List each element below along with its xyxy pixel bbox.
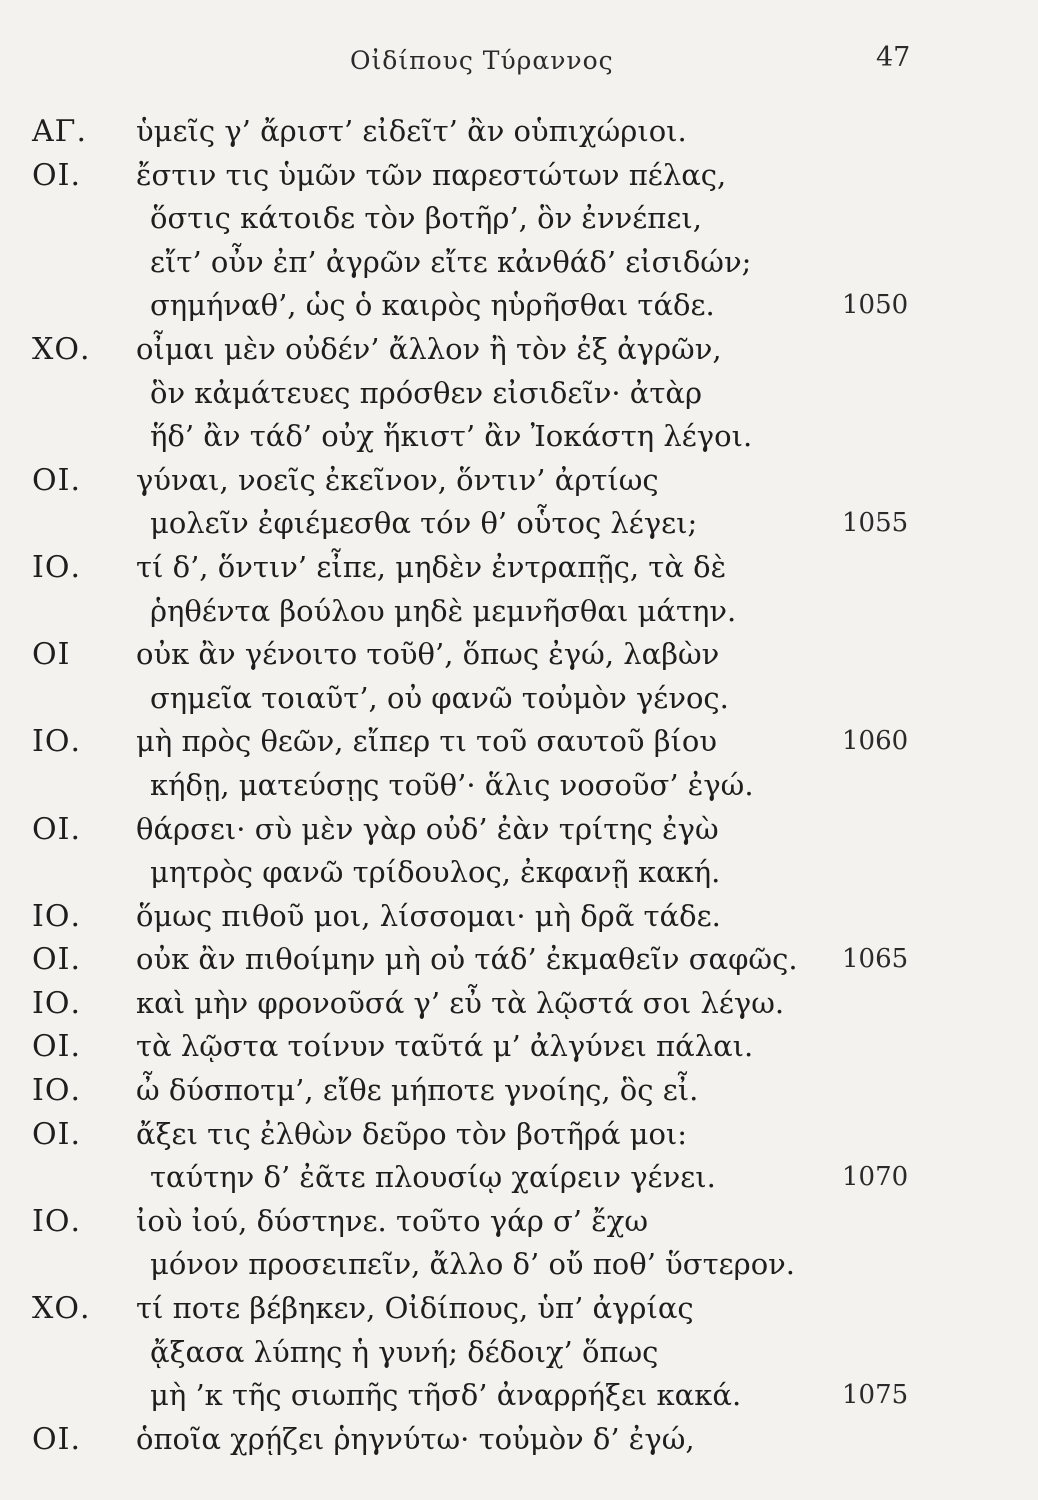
verse-line <box>0 938 1038 982</box>
speaker-label: ΙΟ. <box>32 898 81 934</box>
verse-line <box>0 1374 1038 1418</box>
running-header <box>0 42 1038 82</box>
verse-line <box>0 502 1038 546</box>
verse-line <box>0 851 1038 895</box>
verse-line <box>0 1331 1038 1375</box>
verse-line <box>0 1113 1038 1157</box>
verse-line <box>0 284 1038 328</box>
verse-text: θάρσει· σὺ μὲν γὰρ οὐδ’ ἐὰν τρίτης ἐγὼ <box>136 811 719 846</box>
speaker-label: ΙΟ. <box>32 1203 81 1239</box>
verse-text: ἄξει τις ἐλθὼν δεῦρο τὸν βοτῆρά μοι: <box>136 1116 688 1151</box>
verse-line <box>0 328 1038 372</box>
verse-text: ἰοὺ ἰού, δύστηνε. τοῦτο γάρ σ’ ἔχω <box>136 1203 649 1238</box>
verse-text: μητρὸς φανῶ τρίδουλος, ἐκφανῇ κακή. <box>150 855 721 890</box>
verse-text: ὁποῖα χρῄζει ῥηγνύτω· τοὐμὸν δ’ ἐγώ, <box>136 1421 695 1456</box>
verse-text: οἶμαι μὲν οὐδέν’ ἄλλον ἢ τὸν ἐξ ἀγρῶν, <box>136 331 722 366</box>
verse-line <box>0 1200 1038 1244</box>
verse-text: ᾄξασα λύπης ἡ γυνή; δέδοιχ’ ὅπως <box>150 1334 659 1369</box>
speaker-label: ΧΟ. <box>32 331 91 367</box>
verse-line <box>0 1069 1038 1113</box>
verse-text: μόνον προσειπεῖν, ἄλλο δ’ οὔ ποθ’ ὕστερον. <box>150 1247 796 1282</box>
verse-text: τί δ’, ὅντιν’ εἶπε, μηδὲν ἐντραπῇς, τὰ δὲ <box>136 549 727 584</box>
verse-text: γύναι, νοεῖς ἐκεῖνον, ὅντιν’ ἀρτίως <box>136 462 659 497</box>
speaker-label: ΟΙ. <box>32 1029 81 1065</box>
verse-text: σημεῖα τοιαῦτ’, οὐ φανῶ τοὐμὸν γένος. <box>150 680 729 715</box>
verse-line <box>0 546 1038 590</box>
speaker-label: ΟΙ. <box>32 1421 81 1457</box>
verse-line <box>0 982 1038 1026</box>
verse-text: μὴ ’κ τῆς σιωπῆς τῆσδ’ ἀναρρήξει κακά. <box>150 1378 742 1413</box>
line-number: 1055 <box>842 508 909 539</box>
verse-text: κήδῃ, ματεύσῃς τοῦθ’· ἅλις νοσοῦσ’ ἐγώ. <box>150 767 754 802</box>
speaker-label: ΙΟ. <box>32 549 81 585</box>
speaker-label: ΙΟ. <box>32 985 81 1021</box>
verse-line <box>0 197 1038 241</box>
verse-line <box>0 633 1038 677</box>
verse-line <box>0 590 1038 634</box>
speaker-label: ΑΓ. <box>32 114 88 149</box>
verse-line <box>0 1287 1038 1331</box>
speaker-label: ΧΟ. <box>32 1291 91 1327</box>
verse-line <box>0 154 1038 198</box>
verse-text: τὰ λῷστα τοίνυν ταῦτά μ’ ἀλγύνει πάλαι. <box>136 1029 754 1064</box>
verse-line <box>0 1025 1038 1069</box>
verse-line <box>0 1418 1038 1462</box>
verse-text: ὑμεῖς γ’ ἄριστ’ εἰδεῖτ’ ἂν οὑπιχώριοι. <box>136 114 687 148</box>
verse-text: ὅμως πιθοῦ μοι, λίσσομαι· μὴ δρᾶ τάδε. <box>136 898 721 933</box>
speaker-label: ΙΟ. <box>32 1073 81 1109</box>
speaker-label: ΟΙ <box>32 637 71 673</box>
speaker-label: ΟΙ. <box>32 157 81 193</box>
verse-text: σημήναθ’, ὡς ὁ καιρὸς ηὑρῆσθαι τάδε. <box>150 288 715 323</box>
verse-text: οὐκ ἂν γένοιτο τοῦθ’, ὅπως ἐγώ, λαβὼν <box>136 637 720 672</box>
verse-text: ὃν κἀμάτευες πρόσθεν εἰσιδεῖν· ἀτὰρ <box>150 375 703 410</box>
verse-text: ὅστις κάτοιδε τὸν βοτῆρ’, ὃν ἐννέπει, <box>150 201 702 236</box>
verse-line <box>0 764 1038 808</box>
verse-line <box>0 720 1038 764</box>
verse-text: καὶ μὴν φρονοῦσά γ’ εὖ τὰ λῷστά σοι λέγω. <box>136 985 785 1020</box>
line-number: 1050 <box>842 290 909 321</box>
line-number: 1075 <box>842 1380 909 1411</box>
verse-text: ῥηθέντα βούλου μηδὲ μεμνῆσθαι μάτην. <box>150 593 737 628</box>
verse-line <box>0 1243 1038 1287</box>
line-number: 1070 <box>842 1162 909 1193</box>
verse-line <box>0 241 1038 285</box>
verse-line <box>0 372 1038 416</box>
verse-line <box>0 808 1038 852</box>
verse-line <box>0 459 1038 503</box>
verse-line <box>0 895 1038 939</box>
page-number: 47 <box>876 42 911 73</box>
line-number: 1060 <box>842 726 909 757</box>
running-title: Οἰδίπους Τύραννος <box>350 46 614 75</box>
verse-text: μολεῖν ἐφιέμεσθα τόν θ’ οὗτος λέγει; <box>150 506 698 541</box>
verse-text: μὴ πρὸς θεῶν, εἴπερ τι τοῦ σαυτοῦ βίου <box>136 724 717 759</box>
speaker-label: ΙΟ. <box>32 724 81 760</box>
verse-line <box>0 1156 1038 1200</box>
verse-text: ἥδ’ ἂν τάδ’ οὐχ ἥκιστ’ ἂν Ἰοκάστη λέγοι. <box>150 419 753 454</box>
verse-line <box>0 415 1038 459</box>
speaker-label: ΟΙ. <box>32 942 81 978</box>
verse-line <box>0 110 1038 154</box>
line-number: 1065 <box>842 944 909 975</box>
verse-block <box>0 110 1038 1461</box>
verse-text: τί ποτε βέβηκεν, Οἰδίπους, ὑπ’ ἀγρίας <box>136 1291 694 1326</box>
speaker-label: ΟΙ. <box>32 811 81 847</box>
verse-text: ταύτην δ’ ἐᾶτε πλουσίῳ χαίρειν γένει. <box>150 1160 716 1195</box>
verse-text: ἔστιν τις ὑμῶν τῶν παρεστώτων πέλας, <box>136 157 727 192</box>
verse-text: εἴτ’ οὖν ἐπ’ ἀγρῶν εἴτε κἀνθάδ’ εἰσιδών; <box>150 244 752 279</box>
verse-text: ὦ δύσποτμ’, εἴθε μήποτε γνοίης, ὃς εἶ. <box>136 1073 699 1108</box>
verse-text: οὐκ ἂν πιθοίμην μὴ οὐ τάδ’ ἐκμαθεῖν σαφῶς. <box>136 942 798 977</box>
speaker-label: ΟΙ. <box>32 462 81 498</box>
speaker-label: ΟΙ. <box>32 1116 81 1152</box>
verse-line <box>0 677 1038 721</box>
